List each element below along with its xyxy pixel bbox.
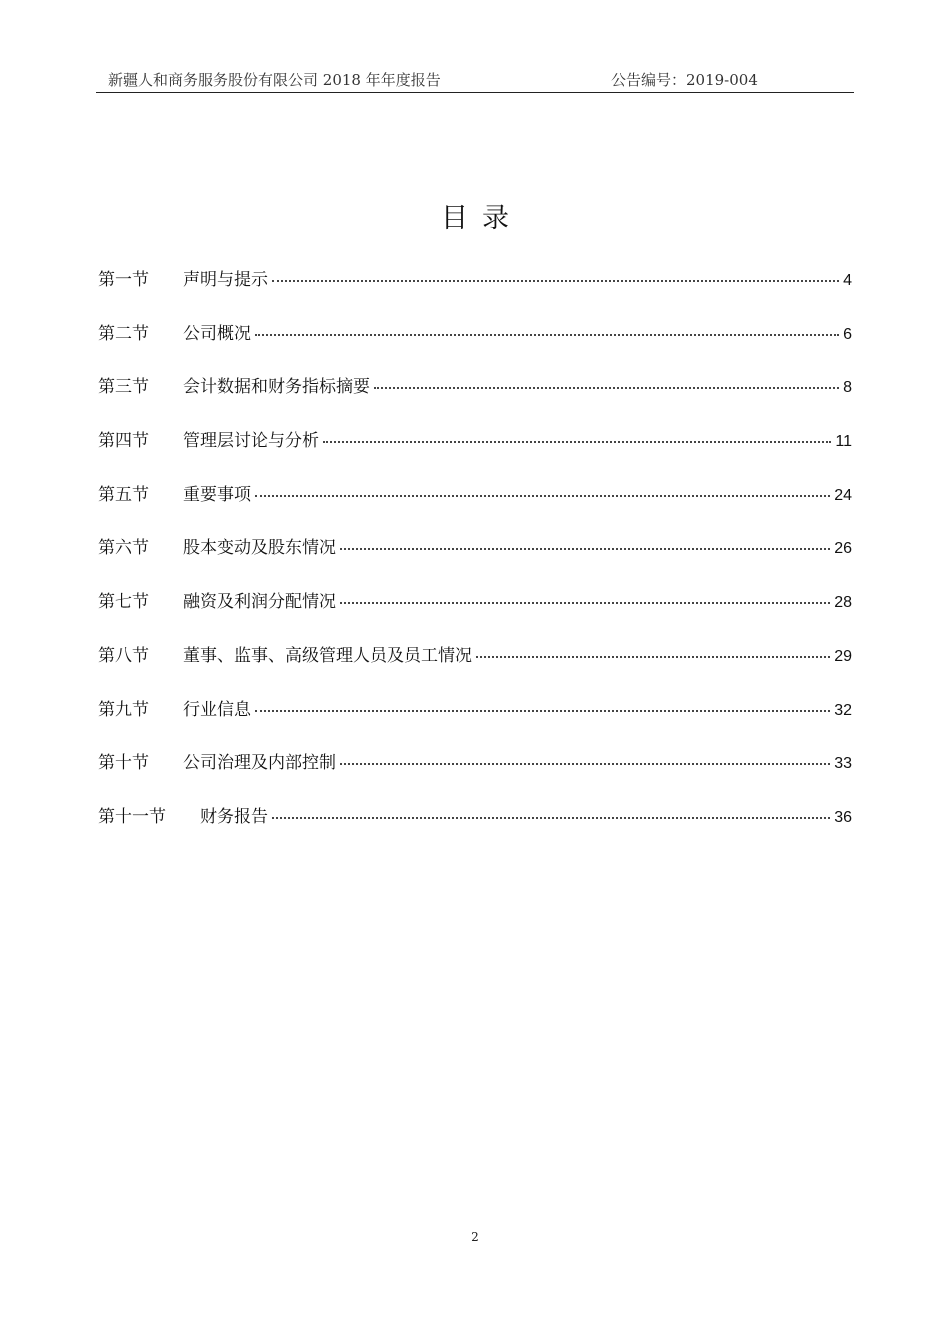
toc-entry-4[interactable] bbox=[98, 426, 852, 480]
toc-page-number: 6 bbox=[843, 325, 852, 343]
dot-leader bbox=[272, 817, 830, 819]
toc-section: 第五节 bbox=[98, 484, 149, 505]
toc-page-number: 29 bbox=[834, 647, 852, 665]
toc-section: 第二节 bbox=[98, 323, 149, 344]
dot-leader bbox=[374, 387, 839, 389]
toc-entry-11[interactable] bbox=[98, 802, 852, 856]
toc-page-number: 33 bbox=[834, 755, 852, 773]
footer-page-number: 2 bbox=[471, 1230, 479, 1244]
toc-entry-title: 股本变动及股东情况 bbox=[183, 538, 336, 559]
toc-entry-title: 行业信息 bbox=[183, 699, 251, 720]
toc-entry-6[interactable] bbox=[98, 533, 852, 587]
toc-entry-title: 会计数据和财务指标摘要 bbox=[183, 377, 370, 398]
toc-page-number: 36 bbox=[834, 808, 852, 826]
dot-leader bbox=[255, 710, 830, 712]
dot-leader bbox=[340, 763, 830, 765]
toc-entry-title: 声明与提示 bbox=[183, 270, 268, 290]
toc-section: 第十一节 bbox=[98, 806, 166, 827]
dot-leader bbox=[255, 495, 830, 497]
toc-entry-2[interactable] bbox=[98, 319, 852, 373]
toc-entry-10[interactable] bbox=[98, 748, 852, 802]
dot-leader bbox=[476, 656, 830, 658]
toc-section: 第九节 bbox=[98, 699, 149, 720]
toc-entry-title: 公司治理及内部控制 bbox=[183, 753, 336, 774]
toc-entry-title: 融资及利润分配情况 bbox=[183, 592, 336, 613]
toc-entry-3[interactable] bbox=[98, 372, 852, 426]
toc-page-number: 4 bbox=[843, 272, 852, 289]
toc-section: 第八节 bbox=[98, 645, 149, 666]
dot-leader bbox=[340, 602, 830, 604]
toc-page-number: 32 bbox=[834, 701, 852, 719]
toc-page-number: 26 bbox=[834, 540, 852, 558]
toc-title: 目录 bbox=[441, 203, 523, 234]
toc-section: 第一节 bbox=[98, 270, 149, 290]
dot-leader bbox=[323, 441, 831, 443]
toc-entry-title: 公司概况 bbox=[183, 323, 251, 344]
toc-section: 第七节 bbox=[98, 592, 149, 613]
toc-entry-8[interactable] bbox=[98, 641, 852, 695]
toc-section: 第十节 bbox=[98, 753, 149, 774]
toc-page-number: 11 bbox=[835, 433, 852, 451]
toc-section: 第三节 bbox=[98, 377, 149, 398]
toc-entry-1[interactable] bbox=[98, 265, 852, 319]
toc-page-number: 28 bbox=[834, 594, 852, 612]
header-company-report: 新疆人和商务服务股份有限公司 2018 年年度报告 bbox=[108, 71, 441, 89]
toc-entry-7[interactable] bbox=[98, 587, 852, 641]
toc-section: 第六节 bbox=[98, 538, 149, 559]
toc-entry-title: 董事、监事、高级管理人员及员工情况 bbox=[183, 645, 472, 666]
toc-entry-5[interactable] bbox=[98, 480, 852, 534]
toc-entry-9[interactable] bbox=[98, 695, 852, 749]
toc-page-number: 8 bbox=[843, 379, 852, 397]
toc-entry-title: 财务报告 bbox=[200, 806, 268, 827]
toc-entry-title: 重要事项 bbox=[183, 484, 251, 505]
dot-leader bbox=[255, 334, 839, 336]
toc-entry-title: 管理层讨论与分析 bbox=[183, 431, 319, 452]
page-header bbox=[96, 66, 854, 93]
table-of-contents bbox=[98, 265, 852, 856]
header-announcement-number: 公告编号：2019-004 bbox=[611, 71, 758, 89]
dot-leader bbox=[340, 548, 830, 550]
toc-section: 第四节 bbox=[98, 431, 149, 452]
dot-leader bbox=[272, 280, 839, 282]
toc-page-number: 24 bbox=[834, 486, 852, 504]
